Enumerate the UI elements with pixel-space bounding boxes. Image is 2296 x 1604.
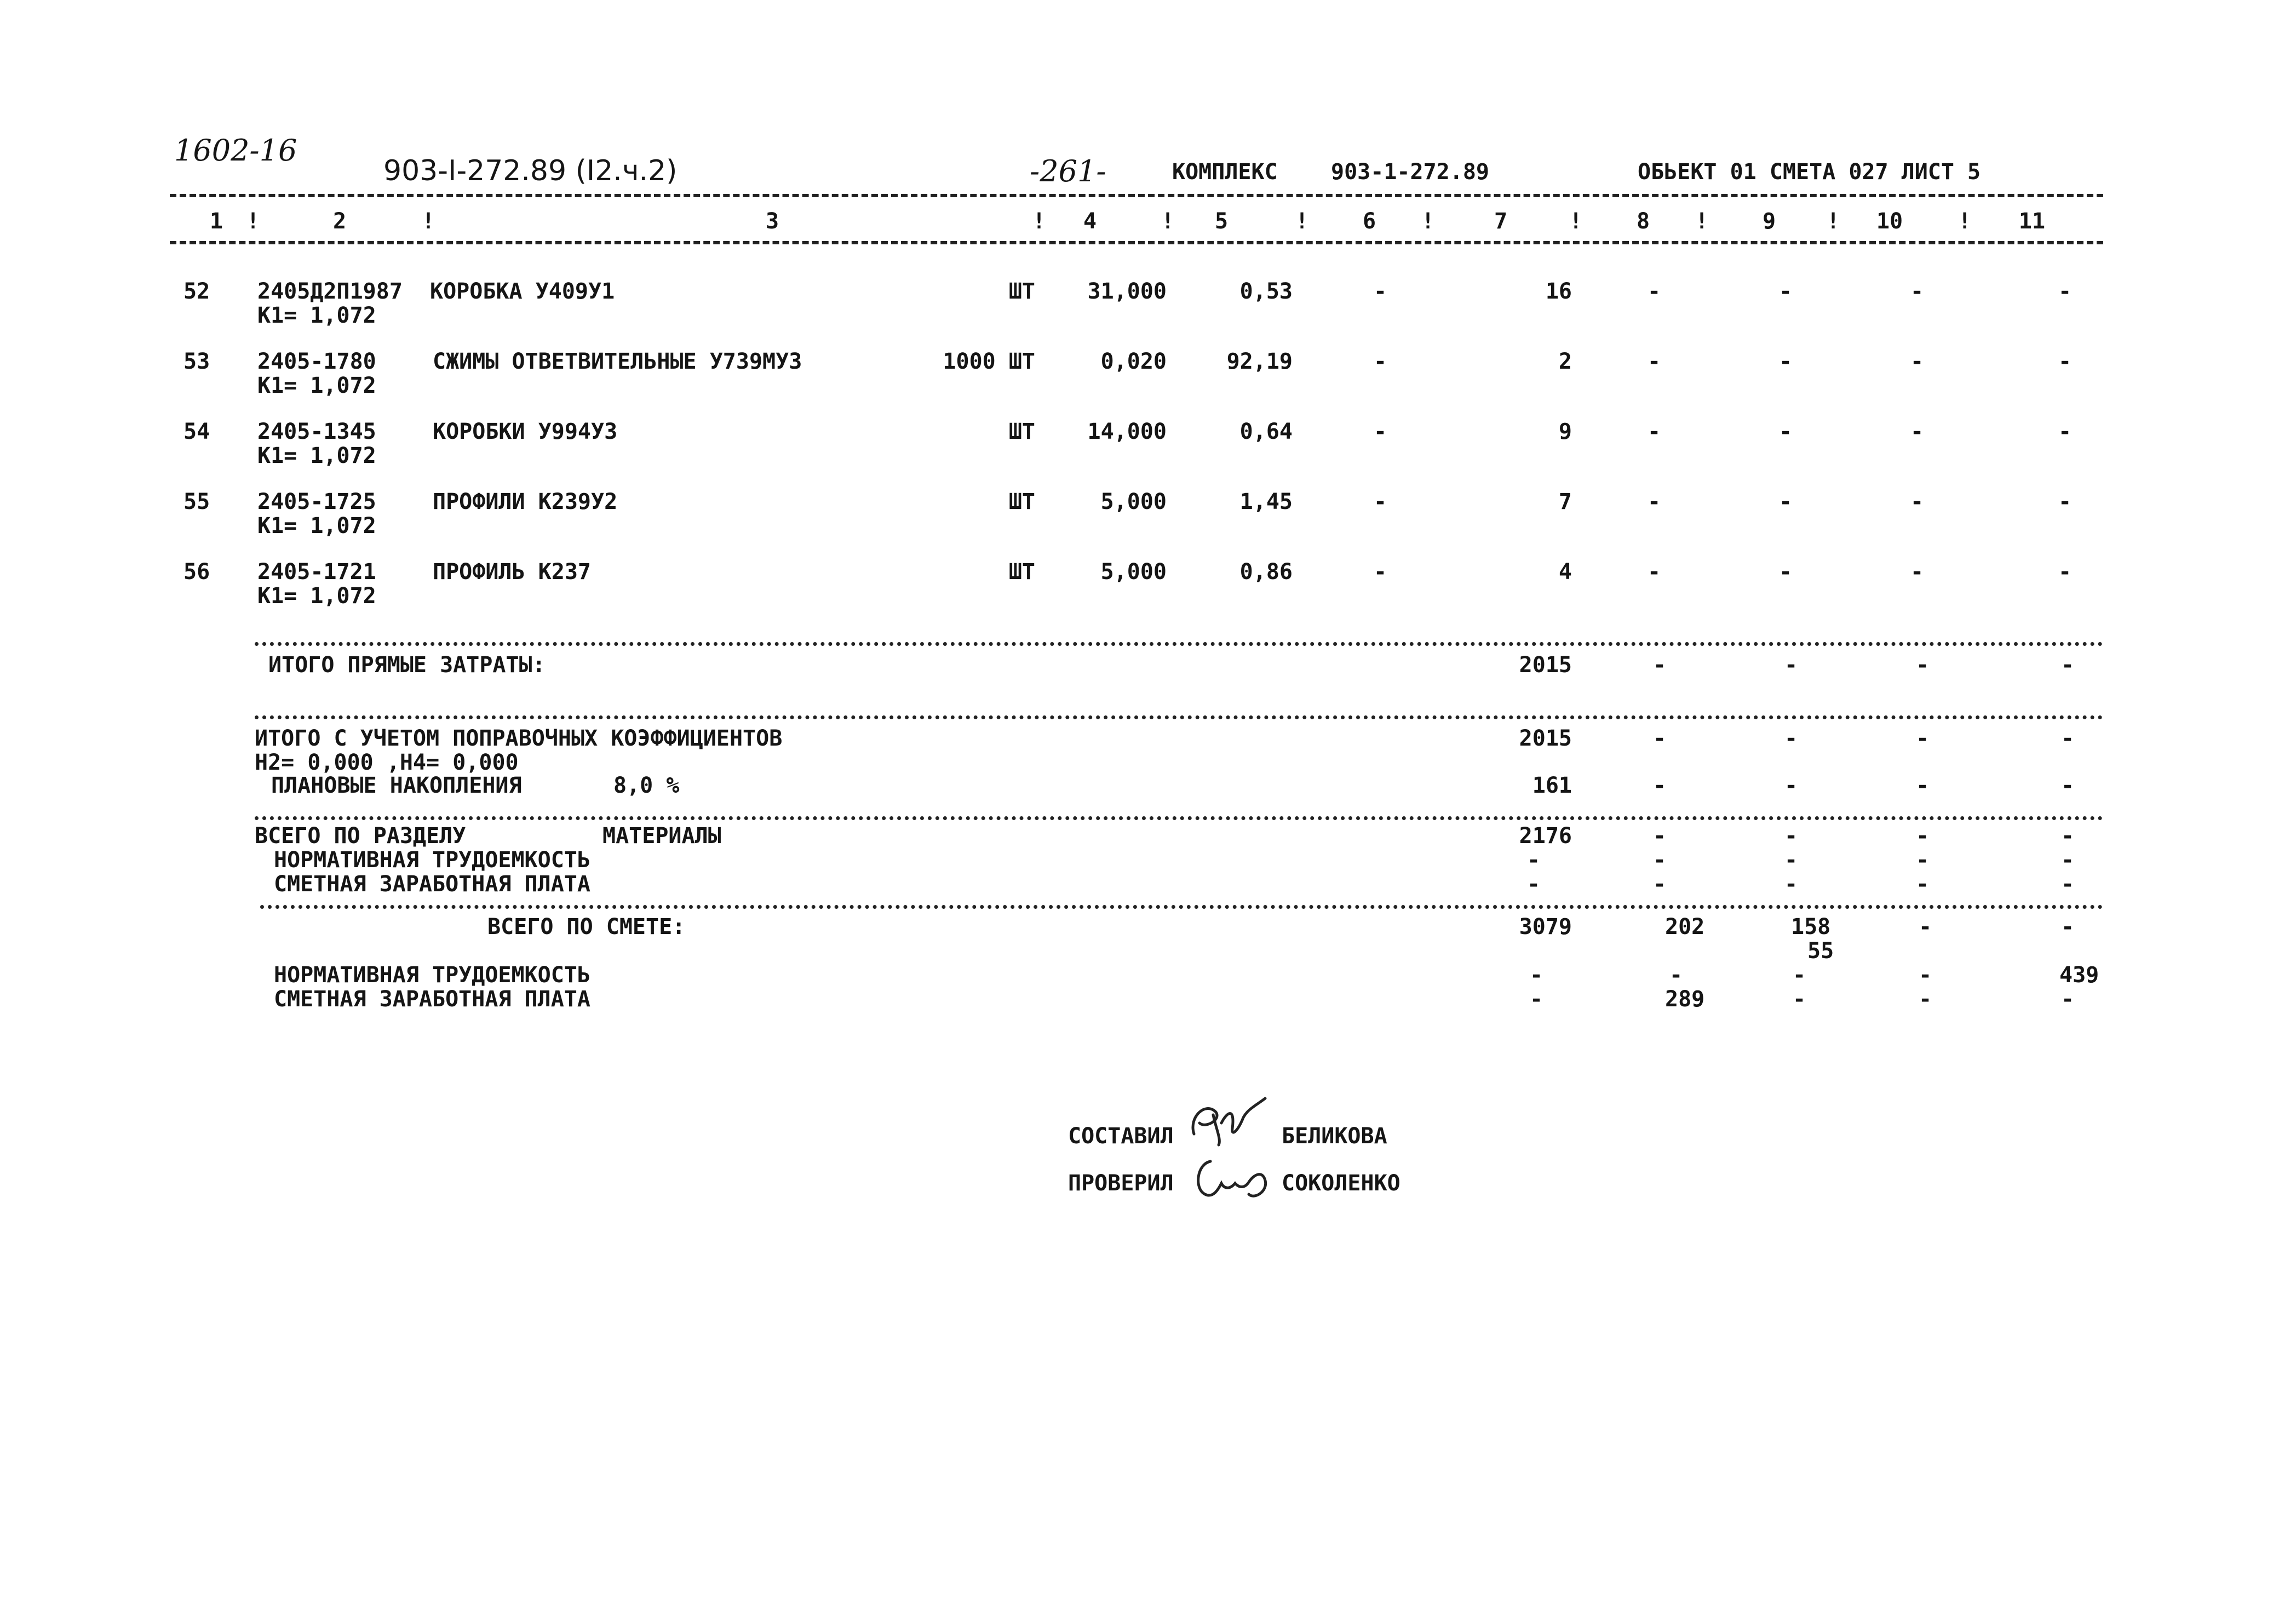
coefficient-line: Н2= 0,000 ,Н4= 0,000	[255, 750, 519, 775]
row-col11: -	[2058, 489, 2072, 514]
row-coefficient: K1= 1,072	[257, 303, 376, 328]
column-separator: !	[1827, 209, 1840, 234]
row-name: ПРОФИЛИ К239У2	[433, 489, 618, 514]
row-col9: -	[1778, 489, 1793, 514]
row-quantity: 31,000	[1087, 279, 1167, 304]
column-separator: !	[422, 209, 435, 234]
column-separator: !	[1958, 209, 1972, 234]
section-wage-label: СМЕТНАЯ ЗАРАБОТНАЯ ПЛАТА	[274, 872, 590, 897]
section-labor-col11: -	[2060, 847, 2075, 873]
total-col9: -	[1784, 726, 1798, 751]
estimate-wage-col9: -	[1792, 987, 1806, 1012]
row-quantity: 5,000	[1100, 559, 1167, 585]
section-wage-col8: -	[1652, 872, 1667, 897]
column-separator: !	[1032, 209, 1046, 234]
column-separator: !	[1161, 209, 1175, 234]
row-col8: -	[1647, 559, 1661, 585]
column-number: 11	[2018, 209, 2046, 234]
column-separator: !	[1695, 209, 1709, 234]
row-col6: -	[1373, 559, 1387, 585]
row-col10: -	[1910, 279, 1924, 304]
compiled-signature-icon	[1183, 1090, 1282, 1156]
column-number: 6	[1362, 209, 1376, 234]
total-col9: -	[1784, 652, 1798, 678]
column-number: 2	[332, 209, 347, 234]
total-col7: 2015	[1519, 652, 1572, 678]
section-labor-col8: -	[1652, 847, 1667, 873]
object-info: ОБЬЕКТ 01 СМЕТА 027 ЛИСТ 5	[1638, 159, 1981, 185]
column-number: 8	[1636, 209, 1650, 234]
row-name: КОРОБКИ У994У3	[433, 419, 618, 444]
handwritten-code: 1602-16	[174, 133, 297, 168]
total-col10: -	[1915, 726, 1930, 751]
column-number: 1	[209, 209, 223, 234]
row-price: 1,45	[1239, 489, 1293, 514]
compiled-label: СОСТАВИЛ	[1068, 1124, 1174, 1149]
total-label: ИТОГО ПРЯМЫЕ ЗАТРАТЫ:	[268, 652, 546, 678]
row-name: ПРОФИЛЬ К237	[433, 559, 591, 585]
row-unit: ШТ	[1008, 489, 1035, 514]
estimate-col8: 202	[1665, 914, 1705, 940]
row-code: 2405-1725	[257, 489, 376, 514]
row-col9: -	[1778, 279, 1793, 304]
section-col9: -	[1784, 823, 1798, 849]
column-separator: !	[246, 209, 260, 234]
row-coefficient: K1= 1,072	[257, 373, 376, 398]
row-col10: -	[1910, 419, 1924, 444]
section-wage-col10: -	[1915, 872, 1930, 897]
row-number: 55	[183, 489, 210, 514]
estimate-col10: -	[1918, 914, 1932, 940]
estimate-labor-col7: -	[1529, 963, 1543, 988]
row-col9: -	[1778, 349, 1793, 374]
row-code: 2405-1721	[257, 559, 376, 585]
planned-col11: -	[2060, 773, 2075, 798]
row-col7: 2	[1558, 349, 1572, 374]
complex-code: 903-1-272.89	[1331, 159, 1489, 185]
checked-label: ПРОВЕРИЛ	[1068, 1171, 1174, 1196]
section-wage-col11: -	[2060, 872, 2075, 897]
total-col11: -	[2060, 652, 2075, 678]
row-col8: -	[1647, 489, 1661, 514]
estimate-col11: -	[2060, 914, 2075, 940]
section-name: МАТЕРИАЛЫ	[602, 823, 721, 849]
estimate-labor-label: НОРМАТИВНАЯ ТРУДОЕМКОСТЬ	[274, 963, 590, 988]
row-code: 2405-1780	[257, 349, 376, 374]
column-number: 5	[1214, 209, 1229, 234]
row-quantity: 14,000	[1087, 419, 1167, 444]
estimate-wage-col8: 289	[1665, 987, 1705, 1012]
planned-col8: -	[1652, 773, 1667, 798]
estimate-wage-col10: -	[1918, 987, 1932, 1012]
row-quantity: 0,020	[1100, 349, 1167, 374]
header-rule-bottom	[170, 241, 2103, 244]
estimate-labor-col9: -	[1792, 963, 1806, 988]
dotted-rule	[260, 905, 2103, 909]
section-col11: -	[2060, 823, 2075, 849]
row-col7: 16	[1545, 279, 1572, 304]
dotted-rule	[255, 642, 2103, 646]
estimate-wage-col7: -	[1529, 987, 1543, 1012]
estimate-wage-col11: -	[2060, 987, 2075, 1012]
row-col9: -	[1778, 419, 1793, 444]
section-labor-col9: -	[1784, 847, 1798, 873]
checked-name: СОКОЛЕНКО	[1282, 1171, 1400, 1196]
estimate-col9: 158	[1791, 914, 1831, 940]
row-price: 0,53	[1239, 279, 1293, 304]
estimate-col7: 3079	[1519, 914, 1572, 940]
section-label: ВСЕГО ПО РАЗДЕЛУ	[255, 823, 466, 849]
section-col7: 2176	[1519, 823, 1572, 849]
column-number: 9	[1762, 209, 1776, 234]
row-coefficient: K1= 1,072	[257, 583, 376, 609]
column-separator: !	[1569, 209, 1583, 234]
total-col7: 2015	[1519, 726, 1572, 751]
column-number: 3	[765, 209, 779, 234]
total-col11: -	[2060, 726, 2075, 751]
compiled-name: БЕЛИКОВА	[1282, 1124, 1387, 1149]
planned-col9: -	[1784, 773, 1798, 798]
estimate-wage-label: СМЕТНАЯ ЗАРАБОТНАЯ ПЛАТА	[274, 987, 590, 1012]
row-col6: -	[1373, 489, 1387, 514]
dotted-rule	[255, 715, 2103, 719]
complex-label: КОМПЛЕКС	[1172, 159, 1278, 185]
row-coefficient: K1= 1,072	[257, 443, 376, 468]
row-col7: 4	[1558, 559, 1572, 585]
row-col8: -	[1647, 349, 1661, 374]
row-number: 54	[183, 419, 210, 444]
row-col11: -	[2058, 279, 2072, 304]
row-col8: -	[1647, 279, 1661, 304]
row-col10: -	[1910, 489, 1924, 514]
row-col7: 9	[1558, 419, 1572, 444]
total-col8: -	[1652, 726, 1667, 751]
section-col10: -	[1915, 823, 1930, 849]
section-labor-col7: -	[1526, 847, 1541, 873]
section-wage-col7: -	[1526, 872, 1541, 897]
section-labor-label: НОРМАТИВНАЯ ТРУДОЕМКОСТЬ	[274, 847, 590, 873]
column-separator: !	[1421, 209, 1435, 234]
row-price: 92,19	[1226, 349, 1293, 374]
page-number: -261-	[1030, 154, 1106, 188]
row-price: 0,86	[1239, 559, 1293, 585]
estimate-labor-col10: -	[1918, 963, 1932, 988]
planned-label: ПЛАНОВЫЕ НАКОПЛЕНИЯ	[271, 773, 522, 798]
row-col6: -	[1373, 279, 1387, 304]
planned-percent: 8,0 %	[613, 773, 680, 798]
section-col8: -	[1652, 823, 1667, 849]
section-wage-col9: -	[1784, 872, 1798, 897]
row-number: 52	[183, 279, 210, 304]
row-number: 53	[183, 349, 210, 374]
section-labor-col10: -	[1915, 847, 1930, 873]
estimate-labor-col11: 439	[2059, 963, 2099, 988]
planned-col7: 161	[1532, 773, 1572, 798]
row-coefficient: K1= 1,072	[257, 513, 376, 539]
row-col11: -	[2058, 559, 2072, 585]
row-col10: -	[1910, 349, 1924, 374]
row-col11: -	[2058, 419, 2072, 444]
document-code: 903-I-272.89 (I2.ч.2)	[383, 154, 678, 187]
dotted-rule	[255, 816, 2103, 820]
row-unit: ШТ	[1008, 279, 1035, 304]
row-col11: -	[2058, 349, 2072, 374]
row-number: 56	[183, 559, 210, 585]
total-label: ИТОГО С УЧЕТОМ ПОПРАВОЧНЫХ КОЭФФИЦИЕНТОВ	[255, 726, 783, 751]
column-number: 10	[1876, 209, 1903, 234]
row-col6: -	[1373, 349, 1387, 374]
estimate-label: ВСЕГО ПО СМЕТЕ:	[487, 914, 686, 940]
header-rule-top	[170, 194, 2103, 197]
row-quantity: 5,000	[1100, 489, 1167, 514]
row-code: 2405-1345	[257, 419, 376, 444]
checked-signature-icon	[1189, 1150, 1282, 1211]
planned-col10: -	[1915, 773, 1930, 798]
row-col8: -	[1647, 419, 1661, 444]
column-number: 4	[1083, 209, 1097, 234]
column-separator: !	[1295, 209, 1309, 234]
row-name: СЖИМЫ ОТВЕТВИТЕЛЬНЫЕ У739МУ3	[433, 349, 802, 374]
row-code: 2405Д2П1987	[257, 279, 403, 304]
row-name: КОРОБКА У409У1	[430, 279, 615, 304]
row-unit: ШТ	[1008, 419, 1035, 444]
row-col6: -	[1373, 419, 1387, 444]
row-price: 0,64	[1239, 419, 1293, 444]
total-col8: -	[1652, 652, 1667, 678]
row-col10: -	[1910, 559, 1924, 585]
row-unit: ШТ	[1008, 559, 1035, 585]
row-col7: 7	[1558, 489, 1572, 514]
total-col10: -	[1915, 652, 1930, 678]
estimate-col9-extra: 55	[1807, 938, 1834, 964]
estimate-labor-col8: -	[1669, 963, 1683, 988]
row-unit: 1000 ШТ	[943, 349, 1035, 374]
row-col9: -	[1778, 559, 1793, 585]
column-number: 7	[1494, 209, 1508, 234]
